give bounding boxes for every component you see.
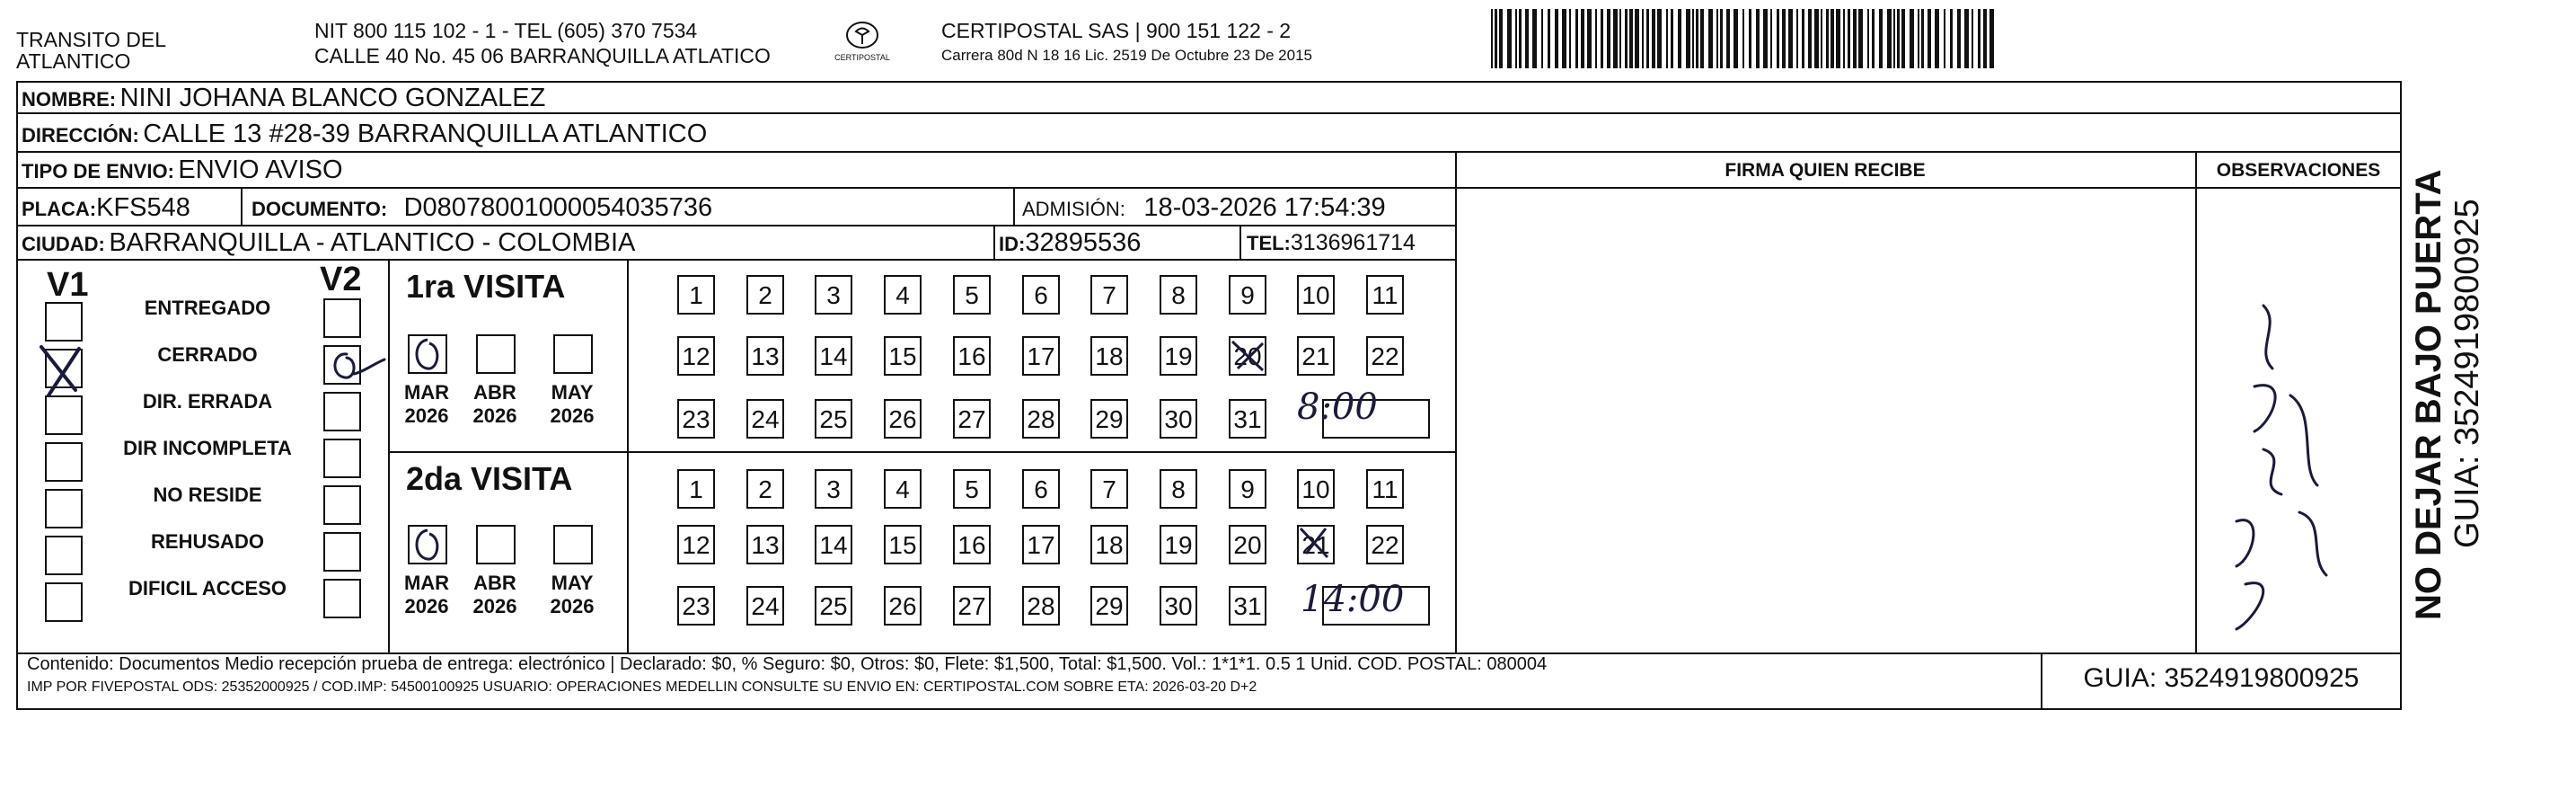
city-label: CIUDAD: bbox=[22, 233, 105, 255]
barcode-bar bbox=[1519, 9, 1522, 68]
barcode-bar bbox=[1814, 9, 1819, 68]
barcode-bar bbox=[1836, 9, 1840, 68]
day-box[interactable]: 6 bbox=[1022, 275, 1060, 315]
type-label: TIPO DE ENVIO: bbox=[22, 160, 174, 182]
content-line: Contenido: Documentos Medio recepción prueba de entrega: electrónico | Declarado: $0, % Seguro: $0, Otros: $0, Flete: $1,500, Total: $1,500. Vol.: 1*1*1. 0.5 1 Unid. COD. POSTAL: 080004 bbox=[27, 654, 1548, 674]
tel-row bbox=[1247, 227, 1416, 262]
issuer-line-1: TRANSITO DEL bbox=[16, 28, 166, 51]
month-year: 2026 bbox=[472, 404, 517, 427]
day-box[interactable]: 6 bbox=[1022, 469, 1060, 509]
day-box[interactable]: 19 bbox=[1160, 336, 1197, 376]
company-address: Carrera 80d N 18 16 Lic. 2519 De Octubre 23 De 2015 bbox=[941, 47, 1312, 64]
month-name: ABR bbox=[473, 572, 516, 594]
day-box[interactable]: 15 bbox=[884, 525, 922, 564]
day-box[interactable]: 19 bbox=[1160, 525, 1197, 564]
day-20-mark bbox=[1227, 334, 1272, 379]
option-label: DIFICIL ACCESO bbox=[128, 577, 287, 599]
day-box[interactable]: 7 bbox=[1090, 469, 1128, 509]
barcode-bar bbox=[1635, 9, 1639, 68]
barcode-bar bbox=[1495, 9, 1497, 68]
day-box[interactable]: 17 bbox=[1022, 336, 1060, 376]
barcode-bar bbox=[1978, 9, 1981, 68]
nit-line: NIT 800 115 102 - 1 - TEL (605) 370 7534 bbox=[314, 19, 698, 42]
barcode-bar bbox=[1821, 9, 1822, 68]
first-visit-time: 8:00 bbox=[1297, 386, 1378, 428]
barcode-bar bbox=[1507, 9, 1512, 68]
name-row bbox=[22, 83, 545, 118]
month-label bbox=[463, 572, 526, 618]
day-box[interactable]: 3 bbox=[815, 275, 852, 315]
barcode-bar bbox=[1491, 9, 1493, 68]
day-box[interactable]: 31 bbox=[1229, 399, 1266, 439]
v2-label: V2 bbox=[320, 261, 362, 298]
barcode-bar bbox=[1796, 9, 1798, 68]
option-label: ENTREGADO bbox=[144, 297, 271, 319]
month-name: MAY bbox=[551, 572, 594, 594]
barcode-bar bbox=[1671, 9, 1673, 68]
barcode-bar bbox=[1532, 9, 1537, 68]
month-checkbox[interactable] bbox=[476, 525, 516, 564]
day-box[interactable]: 25 bbox=[815, 399, 852, 439]
plate-row bbox=[22, 192, 190, 227]
barcode-bar bbox=[1957, 9, 1961, 68]
barcode-bar bbox=[1802, 9, 1804, 68]
month-label bbox=[395, 572, 458, 618]
barcode-bar bbox=[1935, 9, 1939, 68]
barcode-bar bbox=[1652, 9, 1655, 68]
barcode-bar bbox=[1826, 9, 1829, 68]
barcode-bar bbox=[1720, 9, 1723, 68]
month-year: 2026 bbox=[550, 404, 595, 427]
day-box[interactable]: 26 bbox=[884, 586, 922, 626]
barcode-bar bbox=[1700, 9, 1704, 68]
barcode-bar bbox=[1642, 9, 1644, 68]
day-box[interactable]: 30 bbox=[1160, 586, 1197, 626]
day-box[interactable]: 16 bbox=[953, 525, 991, 564]
logo-icon bbox=[844, 20, 880, 50]
barcode-bar bbox=[1601, 9, 1603, 68]
month-checkbox[interactable] bbox=[553, 525, 593, 564]
document-row bbox=[251, 192, 712, 227]
barcode-bar bbox=[1944, 9, 1945, 68]
barcode-bar bbox=[1853, 9, 1857, 68]
day-box[interactable]: 21 bbox=[1297, 336, 1335, 376]
barcode-bar bbox=[1964, 9, 1969, 68]
month-year: 2026 bbox=[404, 595, 449, 617]
barcode-bar bbox=[1843, 9, 1845, 68]
month-label bbox=[395, 381, 458, 428]
day-box[interactable]: 31 bbox=[1229, 586, 1266, 626]
barcode-bar bbox=[1646, 9, 1649, 68]
month-name: MAY bbox=[551, 381, 594, 404]
first-visit-title: 1ra VISITA bbox=[406, 268, 566, 305]
month-name: ABR bbox=[473, 381, 516, 404]
day-box[interactable]: 4 bbox=[884, 469, 922, 509]
day-box[interactable]: 3 bbox=[815, 469, 852, 509]
day-box[interactable]: 26 bbox=[884, 399, 922, 439]
day-box[interactable]: 5 bbox=[953, 275, 991, 315]
option-label: CERRADO bbox=[157, 343, 258, 366]
company-line: CERTIPOSTAL SAS | 900 151 122 - 2 bbox=[941, 19, 1292, 42]
visit-divider bbox=[388, 451, 1455, 453]
barcode-bar bbox=[1782, 9, 1786, 68]
option-label: DIR INCOMPLETA bbox=[123, 437, 292, 459]
day-box[interactable]: 27 bbox=[953, 399, 991, 439]
day-box[interactable]: 27 bbox=[953, 586, 991, 626]
barcode-bar bbox=[1515, 9, 1517, 68]
day-box[interactable]: 12 bbox=[677, 336, 715, 376]
barcode-bar bbox=[1696, 9, 1698, 68]
day-box[interactable]: 14 bbox=[815, 336, 852, 376]
barcode-bar bbox=[1872, 9, 1875, 68]
barcode-bar bbox=[1581, 9, 1584, 68]
month-label bbox=[541, 572, 604, 618]
day-box[interactable]: 24 bbox=[746, 399, 784, 439]
issuer-line-2: ATLANTICO bbox=[16, 49, 131, 73]
month-year: 2026 bbox=[550, 595, 595, 617]
document-label: DOCUMENTO: bbox=[251, 198, 388, 220]
barcode-bar bbox=[1879, 9, 1883, 68]
barcode-bar bbox=[1708, 9, 1713, 68]
type-value: ENVIO AVISO bbox=[178, 155, 343, 184]
cell-divider bbox=[241, 187, 243, 225]
id-label: ID: bbox=[999, 233, 1026, 255]
barcode-bar bbox=[1763, 9, 1768, 68]
name-label: NOMBRE: bbox=[22, 88, 117, 111]
observations-scribble bbox=[2201, 288, 2335, 647]
type-row bbox=[22, 155, 343, 190]
barcode-bar bbox=[1950, 9, 1953, 68]
barcode-bar bbox=[1678, 9, 1681, 68]
barcode-bar bbox=[1716, 9, 1718, 68]
barcode-bar bbox=[1657, 9, 1662, 68]
month-checkbox[interactable] bbox=[553, 334, 593, 374]
day-box[interactable]: 4 bbox=[884, 275, 922, 315]
barcode-bar bbox=[1569, 9, 1571, 68]
observations-header: OBSERVACIONES bbox=[2216, 160, 2381, 181]
day-box[interactable]: 8 bbox=[1160, 469, 1197, 509]
id-row bbox=[999, 227, 1141, 262]
barcode-bar bbox=[1629, 9, 1633, 68]
barcode-bar bbox=[1666, 9, 1668, 68]
admission-label: ADMISIÓN: bbox=[1022, 198, 1125, 220]
address-value: CALLE 13 #28-39 BARRANQUILLA ATLANTICO bbox=[143, 120, 708, 148]
barcode-bar bbox=[1770, 9, 1772, 68]
day-box[interactable]: 8 bbox=[1160, 275, 1197, 315]
day-box[interactable]: 23 bbox=[677, 586, 715, 626]
day-box[interactable]: 14 bbox=[815, 525, 852, 564]
day-box[interactable]: 12 bbox=[677, 525, 715, 564]
id-value: 32895536 bbox=[1025, 228, 1142, 257]
cell-divider bbox=[993, 225, 995, 259]
tel-label: TEL: bbox=[1247, 232, 1291, 254]
city-value: BARRANQUILLA - ATLANTICO - COLOMBIA bbox=[109, 228, 636, 257]
print-line: IMP POR FIVEPOSTAL ODS: 25352000925 / COD.IMP: 54500100925 USUARIO: OPERACIONES MEDELLIN CONSULTE SU ENVIO EN: CERTIPOSTAL.COM SOBRE ETA: 2026-03-20 D+2 bbox=[27, 679, 1257, 695]
day-box[interactable]: 20 bbox=[1229, 525, 1266, 564]
barcode-bar bbox=[1548, 9, 1550, 68]
signature-left-border bbox=[1455, 151, 1457, 652]
day-21-mark bbox=[1293, 521, 1338, 566]
day-box[interactable]: 28 bbox=[1022, 399, 1060, 439]
day-box[interactable]: 28 bbox=[1022, 586, 1060, 626]
barcode-bar bbox=[1858, 9, 1863, 68]
barcode-bar bbox=[1918, 9, 1919, 68]
day-box[interactable]: 10 bbox=[1297, 275, 1335, 315]
issuer-name bbox=[16, 27, 166, 74]
barcode-bar bbox=[1499, 9, 1503, 68]
barcode-bar bbox=[1607, 9, 1610, 68]
city-row bbox=[22, 227, 635, 262]
month-checkbox[interactable] bbox=[476, 334, 516, 374]
barcode-bar bbox=[1867, 9, 1869, 68]
option-label: REHUSADO bbox=[151, 530, 264, 553]
day-box[interactable]: 1 bbox=[677, 275, 715, 315]
day-box[interactable]: 13 bbox=[746, 525, 784, 564]
document-value: D08078001000054035736 bbox=[403, 193, 713, 222]
month-year: 2026 bbox=[404, 404, 449, 427]
barcode-bar bbox=[1910, 9, 1914, 68]
day-box[interactable]: 22 bbox=[1366, 336, 1404, 376]
march-second-mark bbox=[404, 525, 458, 570]
side-warning: NO DEJAR BAJO PUERTA bbox=[2409, 169, 2448, 620]
month-name: MAR bbox=[403, 381, 450, 404]
day-box[interactable]: 21 bbox=[1297, 525, 1335, 564]
day-box[interactable]: 23 bbox=[677, 399, 715, 439]
month-name: MAR bbox=[403, 572, 450, 594]
barcode-bar bbox=[1921, 9, 1924, 68]
barcode-bar bbox=[1808, 9, 1812, 68]
day-box[interactable]: 16 bbox=[953, 336, 991, 376]
barcode-bar bbox=[1692, 9, 1694, 68]
barcode-bar bbox=[1555, 9, 1558, 68]
barcode-bar bbox=[1777, 9, 1779, 68]
address-line: CALLE 40 No. 45 06 BARRANQUILLA ATLATICO bbox=[314, 44, 771, 67]
barcode-bar bbox=[1788, 9, 1793, 68]
barcode-bar bbox=[1749, 9, 1751, 68]
barcode-bar bbox=[1989, 9, 1994, 68]
barcode-bar bbox=[1734, 9, 1738, 68]
day-box[interactable]: 11 bbox=[1366, 275, 1404, 315]
side-guide: GUIA: 3524919800925 bbox=[2448, 199, 2486, 548]
visit-left-border bbox=[388, 259, 390, 652]
logo-text: CERTIPOSTAL bbox=[834, 53, 890, 62]
barcode-bar bbox=[1562, 9, 1566, 68]
barcode-bar bbox=[1575, 9, 1578, 68]
observations-left-border bbox=[2195, 151, 2197, 652]
second-visit-time: 14:00 bbox=[1301, 579, 1405, 620]
barcode-bar bbox=[1613, 9, 1618, 68]
day-box[interactable]: 7 bbox=[1090, 275, 1128, 315]
day-box[interactable]: 29 bbox=[1090, 399, 1128, 439]
day-box[interactable]: 5 bbox=[953, 469, 991, 509]
day-box[interactable]: 18 bbox=[1090, 336, 1128, 376]
admission-value: 18-03-2026 17:54:39 bbox=[1143, 193, 1386, 222]
plate-label: PLACA: bbox=[22, 198, 97, 220]
barcode-bar bbox=[1848, 9, 1850, 68]
day-box[interactable]: 25 bbox=[815, 586, 852, 626]
day-box[interactable]: 24 bbox=[746, 586, 784, 626]
admission-row bbox=[1022, 192, 1386, 227]
day-box[interactable]: 11 bbox=[1366, 469, 1404, 509]
barcode-bar bbox=[1625, 9, 1628, 68]
barcode-bar bbox=[1972, 9, 1973, 68]
cell-divider bbox=[1239, 225, 1241, 259]
barcode-bar bbox=[1887, 9, 1892, 68]
day-box[interactable]: 9 bbox=[1229, 275, 1266, 315]
day-box[interactable]: 13 bbox=[746, 336, 784, 376]
day-box[interactable]: 15 bbox=[884, 336, 922, 376]
barcode-bar bbox=[1742, 9, 1744, 68]
day-box[interactable]: 2 bbox=[746, 469, 784, 509]
day-box[interactable]: 30 bbox=[1160, 399, 1197, 439]
cerrado-v1-check bbox=[36, 340, 93, 403]
cell-divider bbox=[1013, 187, 1015, 225]
certipostal-logo bbox=[826, 20, 898, 62]
day-box[interactable]: 22 bbox=[1366, 525, 1404, 564]
barcode bbox=[1491, 9, 2479, 72]
barcode-bar bbox=[1897, 9, 1900, 68]
barcode-bar bbox=[1686, 9, 1690, 68]
barcode-bar bbox=[1901, 9, 1905, 68]
month-label bbox=[541, 381, 604, 428]
barcode-bar bbox=[1928, 9, 1931, 68]
day-box[interactable]: 10 bbox=[1297, 469, 1335, 509]
barcode-bar bbox=[1756, 9, 1760, 68]
day-box[interactable]: 17 bbox=[1022, 525, 1060, 564]
day-box[interactable]: 2 bbox=[746, 275, 784, 315]
day-box[interactable]: 29 bbox=[1090, 586, 1128, 626]
v1-label: V1 bbox=[47, 266, 89, 304]
barcode-bar bbox=[1525, 9, 1529, 68]
barcode-bar bbox=[1541, 9, 1543, 68]
month-label bbox=[463, 381, 526, 428]
barcode-bar bbox=[1587, 9, 1592, 68]
row-divider bbox=[16, 187, 2402, 189]
barcode-bar bbox=[1893, 9, 1895, 68]
month-year: 2026 bbox=[472, 595, 517, 617]
option-label: DIR. ERRADA bbox=[142, 390, 273, 413]
signature-header: FIRMA QUIEN RECIBE bbox=[1725, 160, 1926, 181]
cerrado-v2-mark bbox=[320, 342, 392, 395]
tel-value: 3136961714 bbox=[1290, 230, 1416, 255]
plate-value: KFS548 bbox=[96, 193, 190, 222]
address-label: DIRECCIÓN: bbox=[22, 124, 139, 146]
day-box[interactable]: 18 bbox=[1090, 525, 1128, 564]
months-right-border bbox=[627, 259, 629, 652]
second-visit-title: 2da VISITA bbox=[406, 460, 573, 497]
name-value: NINI JOHANA BLANCO GONZALEZ bbox=[119, 84, 546, 112]
day-box[interactable]: 9 bbox=[1229, 469, 1266, 509]
option-label: NO RESIDE bbox=[153, 484, 262, 506]
day-box[interactable]: 1 bbox=[677, 469, 715, 509]
barcode-bar bbox=[1619, 9, 1621, 68]
barcode-bar bbox=[1726, 9, 1730, 68]
address-row bbox=[22, 119, 707, 154]
day-box[interactable]: 20 bbox=[1229, 336, 1266, 376]
barcode-bar bbox=[1983, 9, 1987, 68]
guide-box-text: GUIA: 3524919800925 bbox=[2083, 663, 2360, 693]
barcode-bar bbox=[1831, 9, 1834, 68]
barcode-bar bbox=[1595, 9, 1597, 68]
march-first-mark bbox=[404, 334, 458, 379]
